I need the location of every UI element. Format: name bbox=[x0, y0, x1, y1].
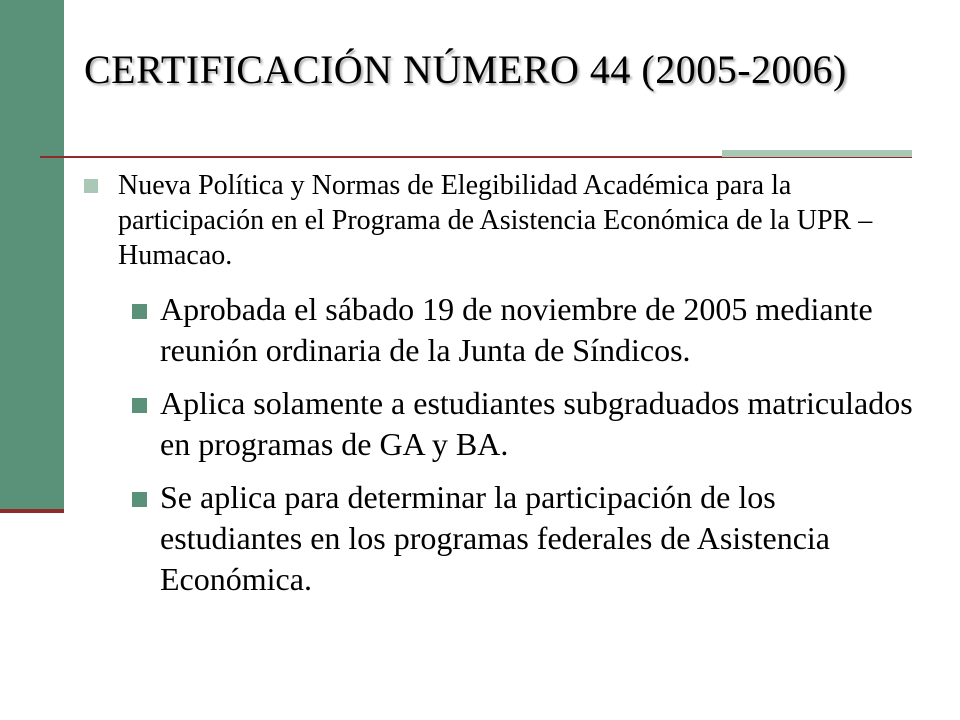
left-accent-rule bbox=[0, 509, 64, 513]
sub-bullet-text: Se aplica para determinar la participación de los estudiantes en los programas federales de Asistencia Económica. bbox=[160, 479, 830, 597]
sub-bullet bbox=[132, 383, 924, 465]
main-bullet bbox=[84, 168, 924, 273]
sub-bullet bbox=[132, 477, 924, 600]
sub-bullet bbox=[132, 289, 924, 371]
main-bullet-text: Nueva Política y Normas de Elegibilidad Académica para la participación en el Programa de Asistencia Económica de la UPR – Humacao. bbox=[118, 170, 873, 271]
sub-bullet-text: Aprobada el sábado 19 de noviembre de 2005 mediante reunión ordinaria de la Junta de Síndicos. bbox=[160, 291, 873, 368]
square-bullet-icon bbox=[132, 492, 147, 507]
left-accent-bar bbox=[0, 0, 64, 512]
square-bullet-icon bbox=[132, 398, 147, 413]
title-accent-bar bbox=[722, 150, 912, 157]
square-bullet-icon bbox=[84, 179, 98, 193]
square-bullet-icon bbox=[132, 304, 147, 319]
slide-body bbox=[84, 168, 924, 612]
slide-title: CERTIFICACIÓN NÚMERO 44 (2005-2006) bbox=[84, 47, 847, 92]
sub-bullet-text: Aplica solamente a estudiantes subgraduados matriculados en programas de GA y BA. bbox=[160, 385, 913, 462]
